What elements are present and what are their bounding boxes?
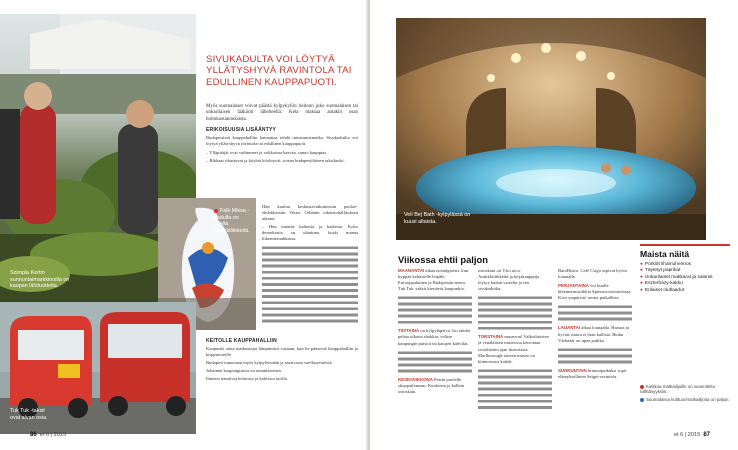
body-text-lines — [478, 295, 552, 331]
itinerary-column-1 — [398, 268, 472, 395]
right-folio: et 6 | 2015 87 — [673, 432, 710, 438]
food-list — [640, 262, 730, 294]
paragraph: – Hän määrää kaikesta ja kaikesta. Koko demokratia on uhattuna, kuski manaa liikenneruuhkassa. — [262, 224, 358, 242]
article-top-column — [206, 104, 358, 166]
paragraph: – Rikkaat rikastuvat ja köyhät köyhtyvät, toteaa budapestiläinen taksikuski. — [206, 157, 345, 163]
itinerary-entry-monday: MAANANTAI aikaa nostalgisesti, kun hyppää keltaiselle leipäle. Eurooppalainen ja Budapestin metro. Tuk Tuk -taksit kiertävät kaupunkia. — [398, 268, 469, 292]
legend-marker-icon — [640, 385, 644, 389]
itinerary-entry-friday: PERJANTAINA voi kuulla klezmermusiikkia Spinoza-ravintolassa. Kiva ympäristö tavata paikallisia. — [558, 283, 632, 301]
itinerary-entry-saturday: LAUANTAI alkaa lounaalla. Hassua ja hyvää, mutta ei liian kallista. Budai Várbazár on upea paikka. — [558, 325, 629, 343]
food-item: ● Eszterházy-kakku — [640, 281, 683, 287]
itinerary-column-3 — [558, 268, 632, 380]
article-lede: Myös suomalaiset voivat päästä kylpykyliin hoitoon joko suomalaisen tai unkarilaisen lääkärin lähetteellä. Kela maksaa ainakin osan hoitokustannuksista. — [206, 104, 358, 122]
itinerary-entry-thursday: TORSTAINA museoon! Valkoihoisten ja venäläisten museossa kerrotaan sosialismin ajan historiasta. Marlborough-taiteen museo on kiinnostava kohde. — [478, 334, 549, 364]
section-title-keitolle: KEITOLLE KAUPPAHALLIIN — [206, 338, 277, 344]
food-item: ● Erilaiset olutlaadut — [640, 287, 685, 293]
legend-marker-icon — [640, 398, 644, 402]
bullet-icon: ● — [640, 281, 643, 287]
paragraph: – Ylläpitäjät ovat vaihtuneet ja valikoima kasvaa, sanoo kauppias. — [206, 149, 328, 155]
market-caption: Szimpla Kertin sunnuntaimarkkinoilla on kaupan lähituotteita. — [10, 270, 70, 290]
paragraph: Hän kuuluu keskustavaikutteisiin puolue-ehdokkaisiin Viktor Orbánin oikeistohallituksen aikana. — [262, 204, 358, 222]
itinerary-column-2 — [478, 268, 552, 410]
paragraph: Budapestissä kauppahalliin kannattaa tehdä tutustumismatka. Sivukaduilta voi löytyä yllätyshyvä ravintola tai edullinen kauppapuoti. — [206, 135, 358, 147]
paragraph: Jokainen kaupunginosa on omanlaisensa. — [206, 368, 282, 374]
body-text-lines — [398, 350, 472, 374]
itinerary-heading: Viikossa ehtii paljon — [398, 254, 488, 265]
left-folio: 86 et 6 | 2015 — [30, 432, 67, 438]
article-bottom-column — [206, 334, 358, 385]
thermal-bath-illustration — [396, 18, 706, 240]
bullet-icon: ● — [640, 268, 643, 274]
bullet-icon: ● — [640, 287, 643, 293]
paragraph: Ihmiset nauttivat keitoista ja kahvista torilla. — [206, 376, 288, 382]
food-item: ● Pörkölt lihamuhennos — [640, 262, 692, 267]
tuktuk-caption: Tuk Tuk -taksit ovat alvan osia. — [10, 408, 48, 421]
caption-marker-icon — [214, 209, 218, 213]
bullet-icon: ● — [640, 274, 643, 280]
food-item: ● Unkarilaiset makkarat ja salamit — [640, 274, 713, 280]
page-headline: SIVUKADULTA VOI LÖYTYÄ YLLÄTYSHYVÄ RAVINTOLA TAI EDULLINEN KAUPPAPUOTI. — [206, 54, 352, 88]
body-text-lines — [558, 347, 632, 365]
tuktuk-photo — [0, 302, 196, 434]
legend-item: Suomalaisia kulttuurimatkailijoita on paljon. — [640, 397, 730, 402]
section-title-erikoisuuksia: ERIKOISUUSIA LISÄÄNTYY — [206, 127, 277, 134]
maista-naita-sidebar — [640, 244, 730, 294]
left-page — [0, 0, 368, 450]
itinerary-entry-tuesday: TIISTAINA on kylpyläpäivä. Iso tahdot pelata ulkona shakkia; valitse kaupungin puistot tai katujen kahvilat. — [398, 328, 471, 346]
body-text-lines — [478, 368, 552, 410]
bath-caption: Veli Bej Bath -kylpylässä on kuusi altaista. — [404, 212, 471, 225]
map-legend — [640, 384, 730, 404]
bullet-icon: ● — [640, 262, 643, 267]
vase-caption: Falk Miksa -kadulla on useita antiikkiliikkeitä. — [214, 208, 250, 234]
bath-photo — [396, 18, 706, 240]
legend-item: Kiekkoa matkailijoille on suunniteltu nähtävyyksiin. — [640, 384, 716, 395]
food-item: ● Täytetyt paprikat — [640, 268, 681, 274]
itinerary-entry-sunday: SUNNUNTAIN brunssipaikaksi sopii elämyksellinen Sziget-ravintola. — [558, 367, 627, 379]
body-text-lines — [398, 295, 472, 325]
itinerary-entry-wednesday: KESKIVIIKKONA Pestin puolelle shoppailemaan. Kuuluisin ja kallein ostoskatu. — [398, 376, 465, 394]
article-side-column — [262, 204, 358, 323]
paragraph: Budapest tunnetaan myös kylpylöistään ja saarivasta vaellusreiteistä. — [206, 360, 333, 366]
body-text-lines — [262, 245, 358, 323]
paragraph: Kaupunki ottaa matkustajat lämpimästi vastaan, kun he pääsevät kauppahalliin ja kirpputoreille. — [206, 346, 358, 358]
body-text-lines — [558, 304, 632, 322]
itinerary-entry-continued-2: BaroBistro, Café Csiga sopivat hyvin lounaalle. — [558, 268, 627, 280]
sidebar-title: Maista näitä — [640, 244, 730, 259]
right-page — [370, 0, 738, 450]
itinerary-entry-continued: ostoskatu on Váci utca. Antiikkiliikkeitä ja kirjakauppoja löytyy kadun varrelta ja sen sivukaduilta. — [478, 268, 540, 292]
